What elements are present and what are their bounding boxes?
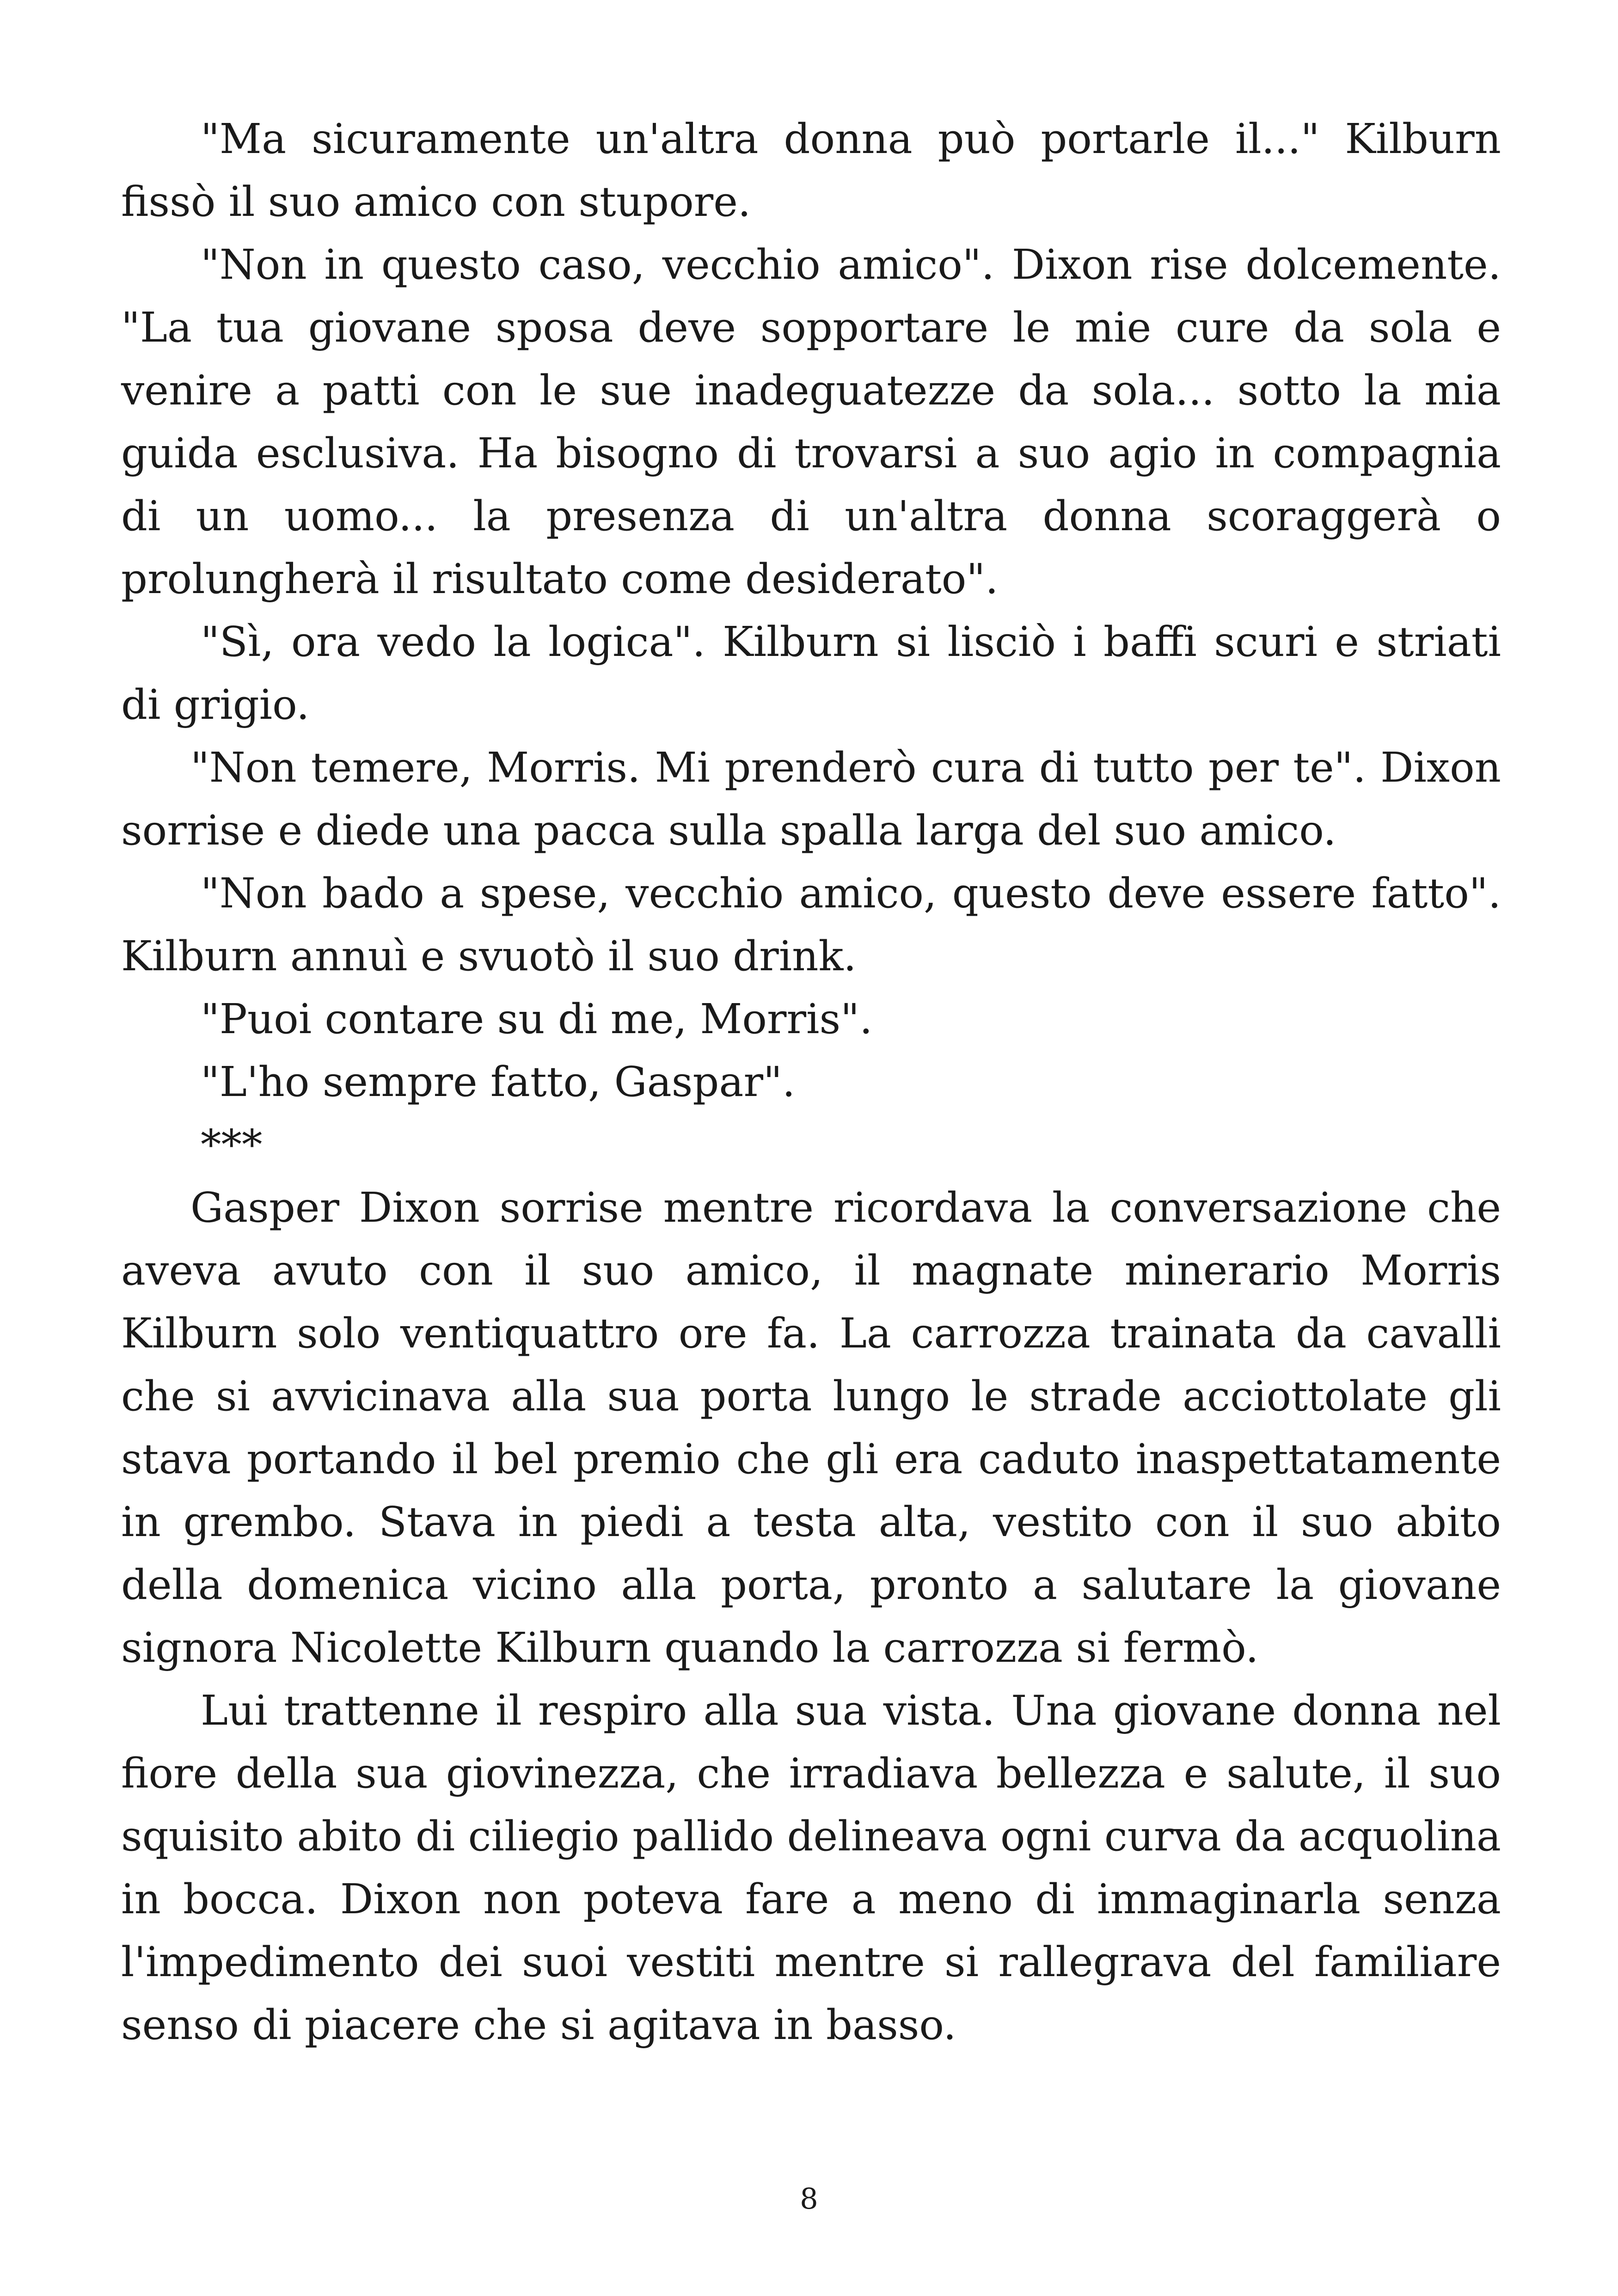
paragraph: "Non in questo caso, vecchio amico". Dixon rise dolcemente. "La tua giovane sposa deve sopportare le mie cure da sola e venire a patti con le sue inadeguatezze da sola... sotto la mia guida esclusiva. Ha bisogno di trovarsi a suo agio in compagnia di un uomo... la presenza di un'altra donna scoraggerà o prolungherà il risultato come desiderato". [121,240,1501,603]
scene-break: *** [201,1120,263,1169]
paragraph: "Non temere, Morris. Mi prenderò cura di tutto per te". Dixon sorrise e diede una pacca sulla spalla larga del suo amico. [121,743,1501,854]
paragraph: "Ma sicuramente un'altra donna può portarle il..." Kilburn fissò il suo amico con stupore. [121,115,1501,226]
paragraph: Gasper Dixon sorrise mentre ricordava la conversazione che aveva avuto con il suo amico, il magnate minerario Morris Kilburn solo ventiquattro ore fa. La carrozza trainata da cavalli che si avvicinava alla sua porta lungo le strade acciottolate gli stava portando il bel premio che gli era caduto inaspettatamente in grembo. Stava in piedi a testa alta, vestito con il suo abito della domenica vicino alla porta, pronto a salutare la giovane signora Nicolette Kilburn quando la carrozza si fermò. [121,1183,1501,1671]
page-number: 8 [800,2182,818,2216]
paragraph: Lui trattenne il respiro alla sua vista. Una giovane donna nel fiore della sua giovinezza, che irradiava bellezza e salute, il suo squisito abito di ciliegio pallido delineava ogni curva da acquolina in bocca. Dixon non poteva fare a meno di immaginarla senza l'impedimento dei suoi vestiti mentre si rallegrava del familiare senso di piacere che si agitava in basso. [121,1686,1501,2049]
paragraph: "L'ho sempre fatto, Gaspar". [201,1058,796,1106]
paragraph: "Non bado a spese, vecchio amico, questo deve essere fatto". Kilburn annuì e svuotò il suo drink. [121,869,1501,980]
body-text [121,107,1501,2056]
paragraph: "Sì, ora vedo la logica". Kilburn si lisciò i baffi scuri e striati di grigio. [121,618,1501,729]
paragraph: "Puoi contare su di me, Morris". [201,995,873,1043]
